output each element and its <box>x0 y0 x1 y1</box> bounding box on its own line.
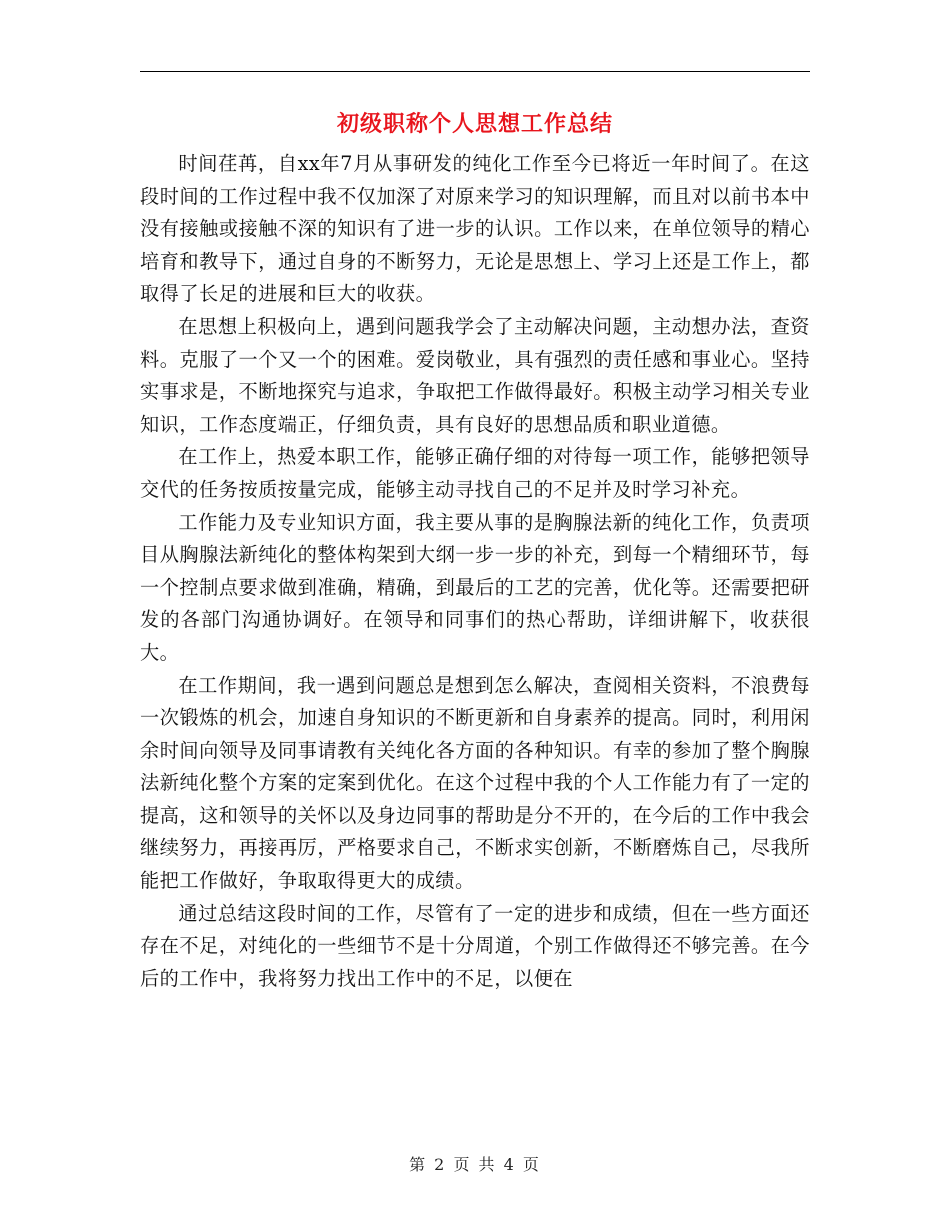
document-body <box>140 148 810 995</box>
header-rule <box>140 71 810 72</box>
paragraph: 工作能力及专业知识方面，我主要从事的是胸腺法新的纯化工作，负责项目从胸腺法新纯化的整体构架到大纲一步一步的补充，到每一个精细环节，每一个控制点要求做到准确，精确，到最后的工艺的完善，优化等。还需要把研发的各部门沟通协调好。在领导和同事们的热心帮助，详细讲解下，收获很大。 <box>140 510 810 664</box>
paragraph: 时间荏苒，自xx年7月从事研发的纯化工作至今已将近一年时间了。在这段时间的工作过程中我不仅加深了对原来学习的知识理解，而且对以前书本中没有接触或接触不深的知识有了进一步的认识。工作以来，在单位领导的精心培育和教导下，通过自身的不断努力，无论是思想上、学习上还是工作上，都取得了长足的进展和巨大的收获。 <box>140 152 810 306</box>
document-title: 初级职称个人思想工作总结 <box>336 111 613 137</box>
paragraph: 在思想上积极向上，遇到问题我学会了主动解决问题，主动想办法，查资料。克服了一个又一个的困难。爱岗敬业，具有强烈的责任感和事业心。坚持实事求是，不断地探究与追求，争取把工作做得最好。积极主动学习相关专业知识，工作态度端正，仔细负责，具有良好的思想品质和职业道德。 <box>140 314 810 436</box>
paragraph: 在工作上，热爱本职工作，能够正确仔细的对待每一项工作，能够把领导交代的任务按质按量完成，能够主动寻找自己的不足并及时学习补充。 <box>140 445 810 501</box>
paragraph: 在工作期间，我一遇到问题总是想到怎么解决，查阅相关资料，不浪费每一次锻炼的机会，加速自身知识的不断更新和自身素养的提高。同时，利用闲余时间向领导及同事请教有关纯化各方面的各种知识。有幸的参加了整个胸腺法新纯化整个方案的定案到优化。在这个过程中我的个人工作能力有了一定的提高，这和领导的关怀以及身边同事的帮助是分不开的，在今后的工作中我会继续努力，再接再厉，严格要求自己，不断求实创新，不断磨炼自己，尽我所能把工作做好，争取取得更大的成绩。 <box>140 673 810 893</box>
paragraph: 通过总结这段时间的工作，尽管有了一定的进步和成绩，但在一些方面还存在不足，对纯化的一些细节不是十分周道，个别工作做得还不够完善。在今后的工作中，我将努力找出工作中的不足，以便在 <box>140 901 810 990</box>
page-number: 第 2 页 共 4 页 <box>409 1155 541 1174</box>
page-footer <box>0 1152 950 1175</box>
